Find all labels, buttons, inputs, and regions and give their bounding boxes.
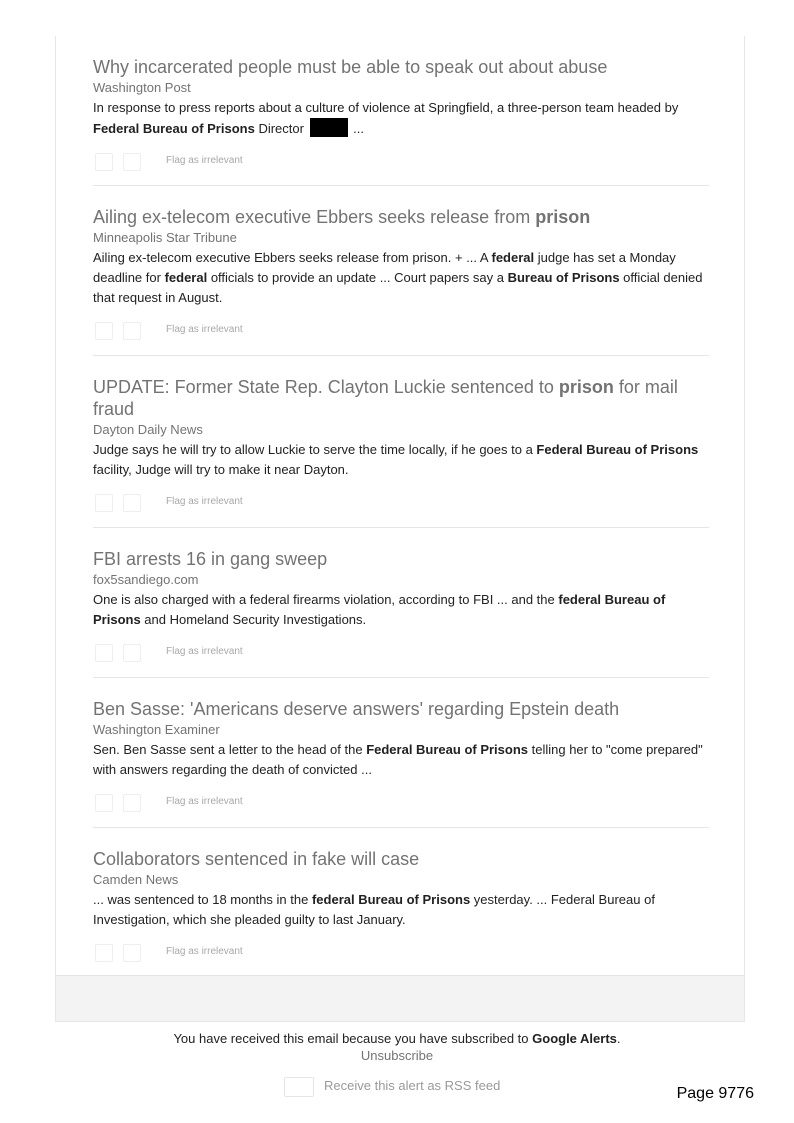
thumbs-up-icon[interactable] xyxy=(95,153,113,171)
alert-item xyxy=(93,376,709,516)
divider xyxy=(93,185,709,186)
item-title[interactable] xyxy=(93,848,709,870)
text-segment: and Homeland Security Investigations. xyxy=(140,612,367,627)
flag-irrelevant-link[interactable]: Flag as irrelevant xyxy=(166,324,243,335)
text-segment: ... was sentenced to 18 months in the xyxy=(93,892,312,907)
item-snippet xyxy=(93,740,709,780)
highlight-term: Federal Bureau of Prisons xyxy=(366,742,529,757)
flag-irrelevant-link[interactable]: Flag as irrelevant xyxy=(166,946,243,957)
highlight-term: federal Bureau of Prisons xyxy=(311,892,471,907)
highlight-term: prison xyxy=(535,207,591,227)
alert-item xyxy=(93,698,709,816)
thumbs-up-icon[interactable] xyxy=(95,322,113,340)
item-source: Camden News xyxy=(93,872,179,887)
text-segment: Director xyxy=(254,121,308,136)
text-segment: judge has set a Monday deadline for xyxy=(93,250,676,285)
item-snippet xyxy=(93,440,709,480)
highlight-term: Bureau of Prisons xyxy=(507,270,620,285)
item-actions xyxy=(93,944,709,966)
text-segment: for mail fraud xyxy=(93,377,678,419)
thumbs-down-icon[interactable] xyxy=(123,322,141,340)
subscription-notice xyxy=(0,1031,794,1046)
unsubscribe-link[interactable]: Unsubscribe xyxy=(360,1048,434,1063)
flag-irrelevant-link[interactable]: Flag as irrelevant xyxy=(166,796,243,807)
text-segment: Ailing ex-telecom executive Ebbers seeks release from prison. + ... A xyxy=(93,250,492,265)
rss-feed-row xyxy=(284,1074,544,1093)
text-segment: Collaborators sentenced in fake will case xyxy=(93,849,420,869)
text-segment: One is also charged with a federal firearms violation, according to FBI ... and the xyxy=(93,592,559,607)
item-title[interactable] xyxy=(93,548,709,570)
alert-item xyxy=(93,206,709,344)
text-segment: Ailing ex-telecom executive Ebbers seeks release from xyxy=(93,207,536,227)
divider xyxy=(93,827,709,828)
notice-text: You have received this email because you have subscribed to xyxy=(173,1031,533,1046)
item-actions xyxy=(93,644,709,666)
card-footer-bar xyxy=(56,975,744,1021)
divider xyxy=(93,355,709,356)
thumbs-down-icon[interactable] xyxy=(123,494,141,512)
alert-item xyxy=(93,56,709,175)
flag-irrelevant-link[interactable]: Flag as irrelevant xyxy=(166,496,243,507)
text-segment: Ben Sasse: 'Americans deserve answers' regarding Epstein death xyxy=(93,699,620,719)
flag-irrelevant-link[interactable]: Flag as irrelevant xyxy=(166,155,243,166)
text-segment: Sen. Ben Sasse sent a letter to the head of the xyxy=(93,742,367,757)
text-segment: Judge says he will try to allow Luckie to serve the time locally, if he goes to a xyxy=(93,442,537,457)
item-actions xyxy=(93,322,709,344)
alert-item xyxy=(93,548,709,666)
highlight-term: Federal Bureau of Prisons xyxy=(93,121,255,136)
highlight-term: federal xyxy=(164,270,208,285)
highlight-term: federal xyxy=(491,250,535,265)
item-source: fox5sandiego.com xyxy=(93,572,199,587)
highlight-term: federal Bureau of Prisons xyxy=(93,592,666,627)
google-alerts-link[interactable]: Google Alerts xyxy=(532,1031,617,1046)
item-snippet xyxy=(93,98,709,139)
text-segment: In response to press reports about a culture of violence at Springfield, a three-person team headed by xyxy=(93,100,679,115)
flag-irrelevant-link[interactable]: Flag as irrelevant xyxy=(166,646,243,657)
divider xyxy=(93,527,709,528)
thumbs-up-icon[interactable] xyxy=(95,794,113,812)
item-title[interactable] xyxy=(93,698,709,720)
text-segment: officials to provide an update ... Court papers say a xyxy=(207,270,508,285)
text-segment: yesterday. ... Federal Bureau of Investigation, which she pleaded guilty to last January. xyxy=(93,892,655,927)
page-number: Page 9776 xyxy=(676,1085,754,1102)
text-segment: official denied that request in August. xyxy=(93,270,703,305)
item-snippet xyxy=(93,248,709,308)
item-title[interactable] xyxy=(93,376,709,420)
item-source: Washington Examiner xyxy=(93,722,220,737)
text-segment: facility, Judge will try to make it near Dayton. xyxy=(93,462,349,477)
text-segment: FBI arrests 16 in gang sweep xyxy=(93,549,328,569)
thumbs-down-icon[interactable] xyxy=(123,794,141,812)
item-snippet xyxy=(93,890,709,930)
thumbs-up-icon[interactable] xyxy=(95,944,113,962)
thumbs-down-icon[interactable] xyxy=(123,944,141,962)
rss-feed-link[interactable]: Receive this alert as RSS feed xyxy=(324,1078,501,1093)
divider xyxy=(93,677,709,678)
item-title[interactable] xyxy=(93,56,709,78)
item-source: Dayton Daily News xyxy=(93,422,203,437)
redaction-bar xyxy=(310,118,348,137)
item-source: Minneapolis Star Tribune xyxy=(93,230,237,245)
thumbs-down-icon[interactable] xyxy=(123,153,141,171)
item-title[interactable] xyxy=(93,206,709,228)
item-actions xyxy=(93,494,709,516)
thumbs-down-icon[interactable] xyxy=(123,644,141,662)
item-actions xyxy=(93,794,709,816)
item-snippet xyxy=(93,590,709,630)
text-segment: Why incarcerated people must be able to speak out about abuse xyxy=(93,57,608,77)
text-segment: telling her to "come prepared" with answers regarding the death of convicted ... xyxy=(93,742,703,777)
highlight-term: prison xyxy=(558,377,614,397)
item-actions xyxy=(93,153,709,175)
notice-end: . xyxy=(616,1031,621,1046)
text-segment: ... xyxy=(349,121,365,136)
text-segment: UPDATE: Former State Rep. Clayton Luckie sentenced to xyxy=(93,377,559,397)
alert-card xyxy=(55,36,745,1022)
highlight-term: Federal Bureau of Prisons xyxy=(536,442,699,457)
alert-item xyxy=(93,848,709,966)
thumbs-up-icon[interactable] xyxy=(95,494,113,512)
item-source: Washington Post xyxy=(93,80,191,95)
rss-icon[interactable] xyxy=(284,1077,314,1097)
thumbs-up-icon[interactable] xyxy=(95,644,113,662)
